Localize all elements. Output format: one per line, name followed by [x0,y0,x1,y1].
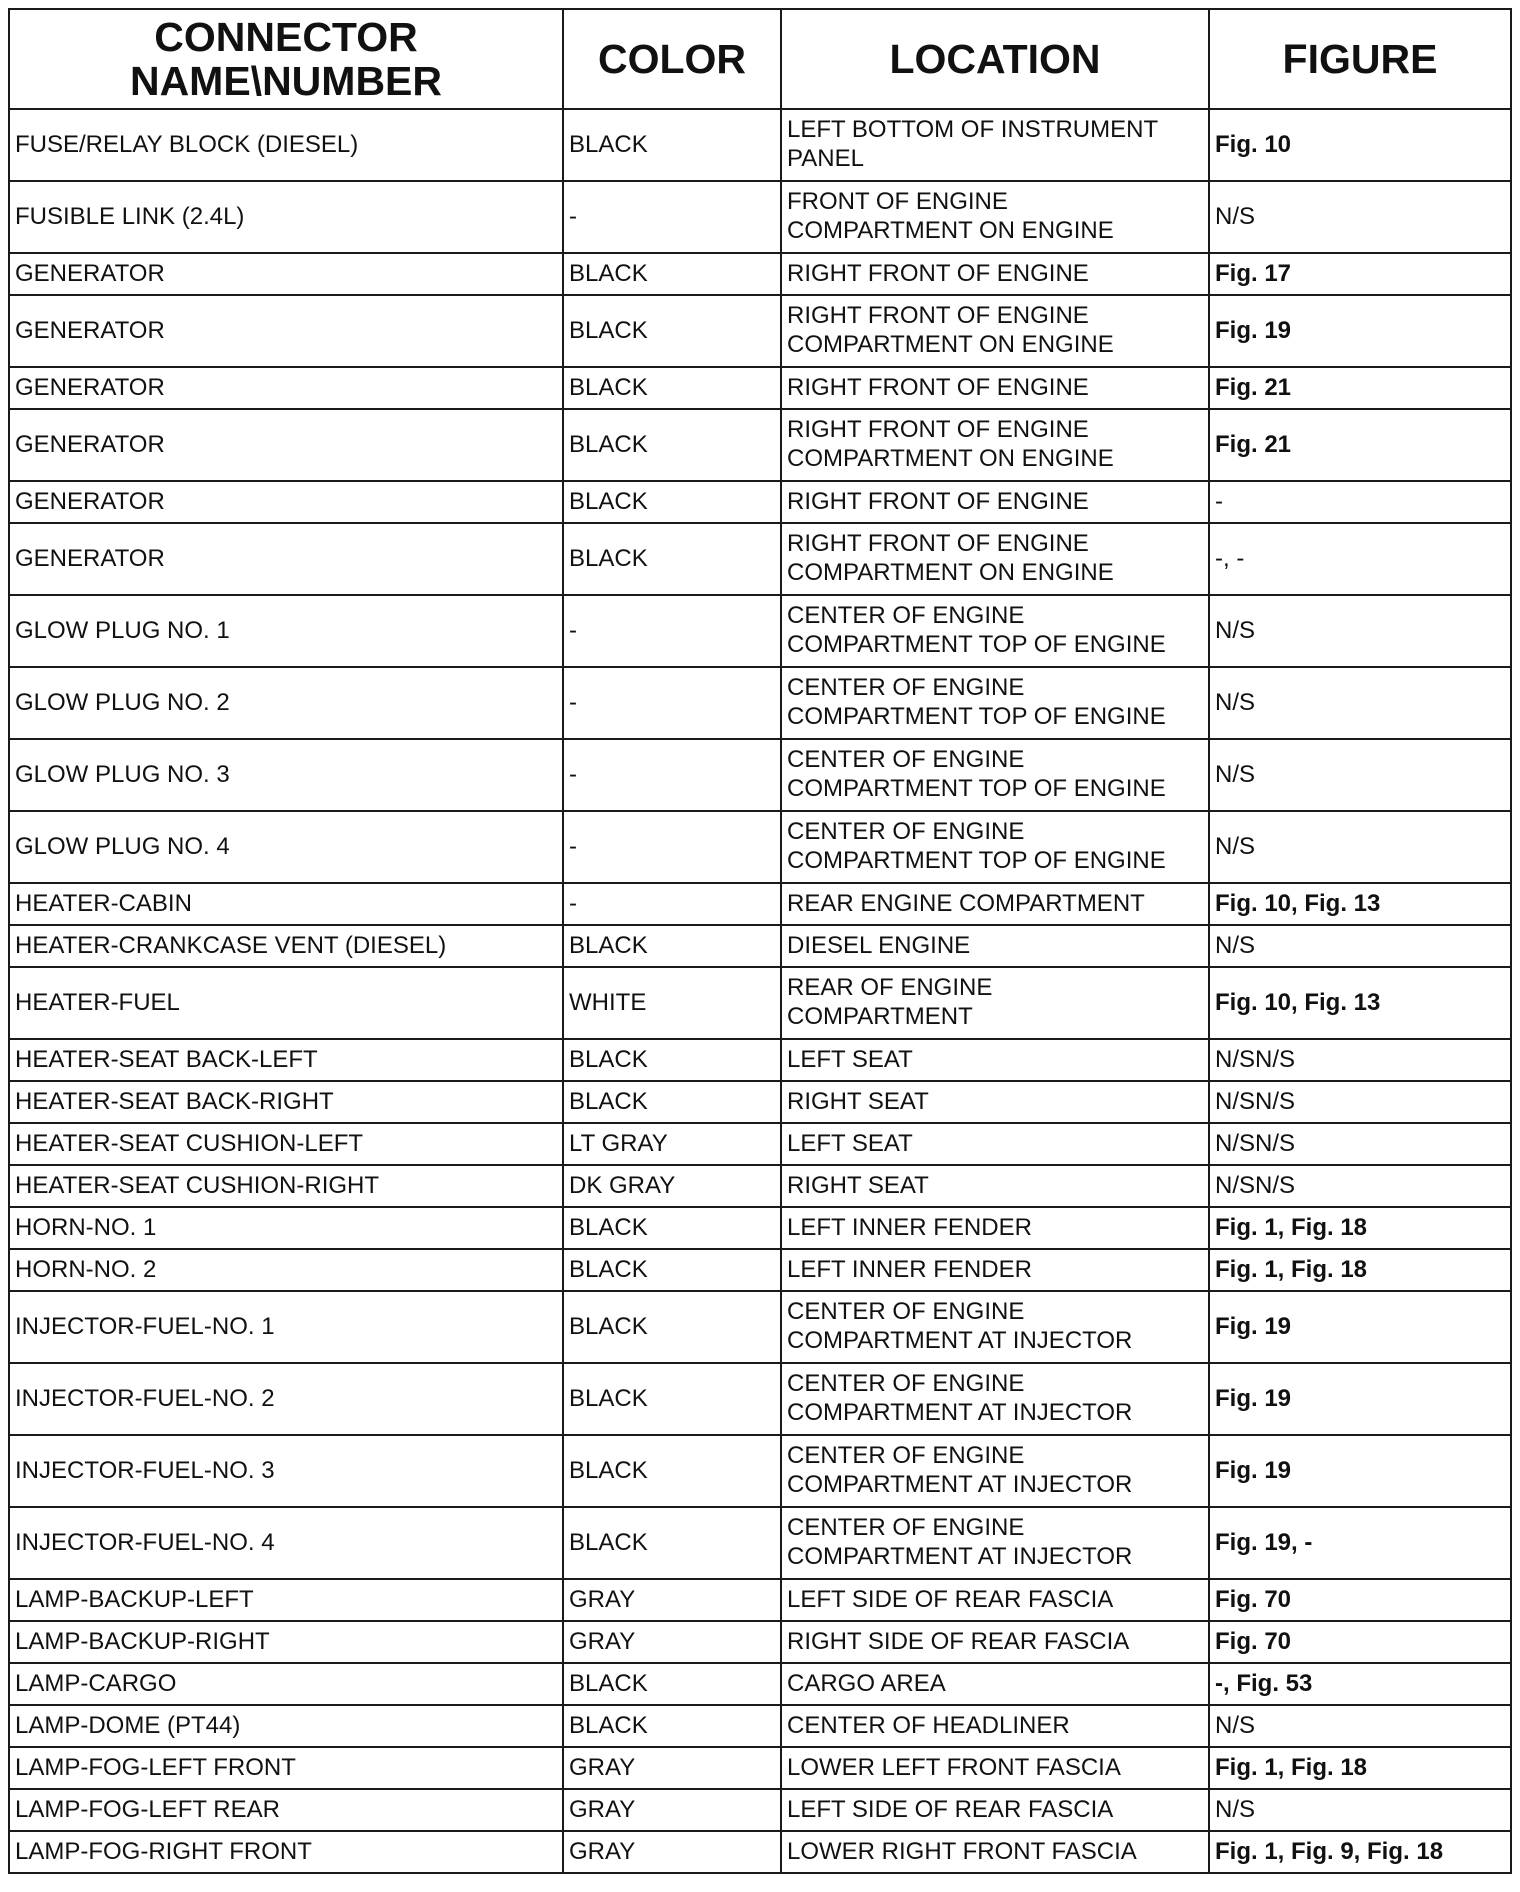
connector-name-cell: INJECTOR-FUEL-NO. 2 [9,1363,563,1435]
location-cell: CENTER OF ENGINE COMPARTMENT TOP OF ENGINE [781,595,1209,667]
color-cell: BLACK [563,109,781,181]
table-row [9,1123,1511,1165]
connector-name-cell: HEATER-FUEL [9,967,563,1039]
table-row [9,1081,1511,1123]
connector-name-cell: HEATER-CRANKCASE VENT (DIESEL) [9,925,563,967]
figure-cell: Fig. 19 [1209,295,1511,367]
figure-cell: N/SN/S [1209,1165,1511,1207]
connector-name-cell: LAMP-DOME (PT44) [9,1705,563,1747]
connector-name-cell: LAMP-BACKUP-RIGHT [9,1621,563,1663]
connector-name-cell: INJECTOR-FUEL-NO. 3 [9,1435,563,1507]
table-row [9,109,1511,181]
table-row [9,295,1511,367]
table-row [9,811,1511,883]
figure-cell: Fig. 21 [1209,409,1511,481]
figure-cell: N/S [1209,739,1511,811]
figure-cell: N/SN/S [1209,1123,1511,1165]
connector-name-cell: HEATER-SEAT CUSHION-LEFT [9,1123,563,1165]
figure-cell: Fig. 1, Fig. 18 [1209,1747,1511,1789]
connector-name-cell: GENERATOR [9,481,563,523]
figure-cell: -, Fig. 53 [1209,1663,1511,1705]
location-cell: CENTER OF ENGINE COMPARTMENT TOP OF ENGINE [781,811,1209,883]
location-cell: CENTER OF ENGINE COMPARTMENT AT INJECTOR [781,1363,1209,1435]
header-figure: FIGURE [1209,9,1511,109]
color-cell: GRAY [563,1747,781,1789]
figure-cell: Fig. 21 [1209,367,1511,409]
location-cell: RIGHT FRONT OF ENGINE [781,253,1209,295]
figure-cell: N/S [1209,181,1511,253]
figure-cell: Fig. 1, Fig. 18 [1209,1207,1511,1249]
location-cell: RIGHT SEAT [781,1081,1209,1123]
color-cell: BLACK [563,1507,781,1579]
location-cell: CENTER OF ENGINE COMPARTMENT TOP OF ENGINE [781,739,1209,811]
table-row [9,1789,1511,1831]
color-cell: BLACK [563,295,781,367]
color-cell: GRAY [563,1579,781,1621]
connector-name-cell: HEATER-SEAT BACK-LEFT [9,1039,563,1081]
figure-cell: Fig. 19 [1209,1291,1511,1363]
location-cell: RIGHT SIDE OF REAR FASCIA [781,1621,1209,1663]
connector-name-cell: FUSE/RELAY BLOCK (DIESEL) [9,109,563,181]
location-cell: CENTER OF HEADLINER [781,1705,1209,1747]
location-cell: REAR OF ENGINE COMPARTMENT [781,967,1209,1039]
color-cell: BLACK [563,1291,781,1363]
location-cell: RIGHT FRONT OF ENGINE COMPARTMENT ON ENGINE [781,295,1209,367]
header-row [9,9,1511,109]
table-row [9,1363,1511,1435]
table-row [9,1435,1511,1507]
color-cell: - [563,739,781,811]
table-row [9,253,1511,295]
color-cell: BLACK [563,1363,781,1435]
figure-cell: - [1209,481,1511,523]
location-cell: LEFT SIDE OF REAR FASCIA [781,1789,1209,1831]
table-row [9,667,1511,739]
color-cell: WHITE [563,967,781,1039]
location-cell: LEFT SEAT [781,1039,1209,1081]
location-cell: LEFT SEAT [781,1123,1209,1165]
figure-cell: N/SN/S [1209,1081,1511,1123]
figure-cell: Fig. 19 [1209,1363,1511,1435]
color-cell: BLACK [563,253,781,295]
connector-name-cell: LAMP-CARGO [9,1663,563,1705]
header-connector-name: CONNECTOR NAME\NUMBER [9,9,563,109]
figure-cell: Fig. 10, Fig. 13 [1209,883,1511,925]
location-cell: RIGHT FRONT OF ENGINE COMPARTMENT ON ENGINE [781,409,1209,481]
figure-cell: N/S [1209,925,1511,967]
color-cell: BLACK [563,481,781,523]
table-row [9,367,1511,409]
figure-cell: N/S [1209,811,1511,883]
color-cell: BLACK [563,1249,781,1291]
connector-name-cell: HEATER-SEAT BACK-RIGHT [9,1081,563,1123]
figure-cell: N/S [1209,1789,1511,1831]
color-cell: LT GRAY [563,1123,781,1165]
figure-cell: N/S [1209,1705,1511,1747]
location-cell: CENTER OF ENGINE COMPARTMENT AT INJECTOR [781,1435,1209,1507]
figure-cell: Fig. 19 [1209,1435,1511,1507]
table-body [9,109,1511,1873]
color-cell: - [563,667,781,739]
connector-name-cell: LAMP-FOG-LEFT REAR [9,1789,563,1831]
color-cell: BLACK [563,1207,781,1249]
table-row [9,1831,1511,1873]
color-cell: - [563,811,781,883]
location-cell: REAR ENGINE COMPARTMENT [781,883,1209,925]
figure-cell: N/S [1209,667,1511,739]
table-row [9,1249,1511,1291]
location-cell: CENTER OF ENGINE COMPARTMENT TOP OF ENGINE [781,667,1209,739]
table-row [9,181,1511,253]
location-cell: RIGHT FRONT OF ENGINE COMPARTMENT ON ENGINE [781,523,1209,595]
figure-cell: Fig. 10, Fig. 13 [1209,967,1511,1039]
figure-cell: N/S [1209,595,1511,667]
location-cell: CENTER OF ENGINE COMPARTMENT AT INJECTOR [781,1507,1209,1579]
location-cell: FRONT OF ENGINE COMPARTMENT ON ENGINE [781,181,1209,253]
table-row [9,925,1511,967]
table-row [9,1621,1511,1663]
table-row [9,883,1511,925]
connector-name-cell: GENERATOR [9,253,563,295]
connector-name-cell: HORN-NO. 2 [9,1249,563,1291]
connector-table-wrapper [8,8,1512,1874]
table-row [9,1705,1511,1747]
color-cell: BLACK [563,367,781,409]
color-cell: BLACK [563,523,781,595]
figure-cell: Fig. 17 [1209,253,1511,295]
table-row [9,595,1511,667]
connector-name-cell: HEATER-CABIN [9,883,563,925]
location-cell: LEFT BOTTOM OF INSTRUMENT PANEL [781,109,1209,181]
color-cell: BLACK [563,1705,781,1747]
figure-cell: N/SN/S [1209,1039,1511,1081]
table-row [9,481,1511,523]
connector-name-cell: GENERATOR [9,409,563,481]
table-row [9,1165,1511,1207]
connector-name-cell: INJECTOR-FUEL-NO. 1 [9,1291,563,1363]
connector-name-cell: LAMP-FOG-LEFT FRONT [9,1747,563,1789]
color-cell: - [563,181,781,253]
color-cell: DK GRAY [563,1165,781,1207]
table-row [9,1207,1511,1249]
table-row [9,1291,1511,1363]
table-row [9,1579,1511,1621]
connector-name-cell: GENERATOR [9,523,563,595]
color-cell: GRAY [563,1831,781,1873]
connector-name-cell: GENERATOR [9,367,563,409]
connector-name-cell: GLOW PLUG NO. 4 [9,811,563,883]
figure-cell: Fig. 70 [1209,1579,1511,1621]
color-cell: GRAY [563,1621,781,1663]
location-cell: LOWER RIGHT FRONT FASCIA [781,1831,1209,1873]
color-cell: - [563,883,781,925]
table-row [9,409,1511,481]
color-cell: BLACK [563,409,781,481]
location-cell: DIESEL ENGINE [781,925,1209,967]
location-cell: RIGHT FRONT OF ENGINE [781,481,1209,523]
color-cell: GRAY [563,1789,781,1831]
location-cell: CARGO AREA [781,1663,1209,1705]
connector-name-cell: INJECTOR-FUEL-NO. 4 [9,1507,563,1579]
header-location: LOCATION [781,9,1209,109]
location-cell: RIGHT SEAT [781,1165,1209,1207]
color-cell: - [563,595,781,667]
connector-name-cell: GLOW PLUG NO. 1 [9,595,563,667]
figure-cell: -, - [1209,523,1511,595]
location-cell: CENTER OF ENGINE COMPARTMENT AT INJECTOR [781,1291,1209,1363]
color-cell: BLACK [563,1435,781,1507]
color-cell: BLACK [563,1081,781,1123]
figure-cell: Fig. 19, - [1209,1507,1511,1579]
location-cell: LEFT INNER FENDER [781,1249,1209,1291]
color-cell: BLACK [563,1663,781,1705]
color-cell: BLACK [563,1039,781,1081]
connector-name-cell: HEATER-SEAT CUSHION-RIGHT [9,1165,563,1207]
figure-cell: Fig. 10 [1209,109,1511,181]
table-row [9,967,1511,1039]
location-cell: LEFT SIDE OF REAR FASCIA [781,1579,1209,1621]
connector-name-cell: GLOW PLUG NO. 3 [9,739,563,811]
connector-name-cell: HORN-NO. 1 [9,1207,563,1249]
table-row [9,1507,1511,1579]
connector-name-cell: GLOW PLUG NO. 2 [9,667,563,739]
connector-name-cell: GENERATOR [9,295,563,367]
table-row [9,739,1511,811]
table-row [9,1039,1511,1081]
connector-table [8,8,1512,1874]
connector-name-cell: LAMP-FOG-RIGHT FRONT [9,1831,563,1873]
figure-cell: Fig. 1, Fig. 9, Fig. 18 [1209,1831,1511,1873]
location-cell: RIGHT FRONT OF ENGINE [781,367,1209,409]
table-row [9,523,1511,595]
location-cell: LOWER LEFT FRONT FASCIA [781,1747,1209,1789]
color-cell: BLACK [563,925,781,967]
connector-name-cell: LAMP-BACKUP-LEFT [9,1579,563,1621]
location-cell: LEFT INNER FENDER [781,1207,1209,1249]
table-row [9,1747,1511,1789]
table-row [9,1663,1511,1705]
connector-name-cell: FUSIBLE LINK (2.4L) [9,181,563,253]
figure-cell: Fig. 70 [1209,1621,1511,1663]
header-color: COLOR [563,9,781,109]
figure-cell: Fig. 1, Fig. 18 [1209,1249,1511,1291]
